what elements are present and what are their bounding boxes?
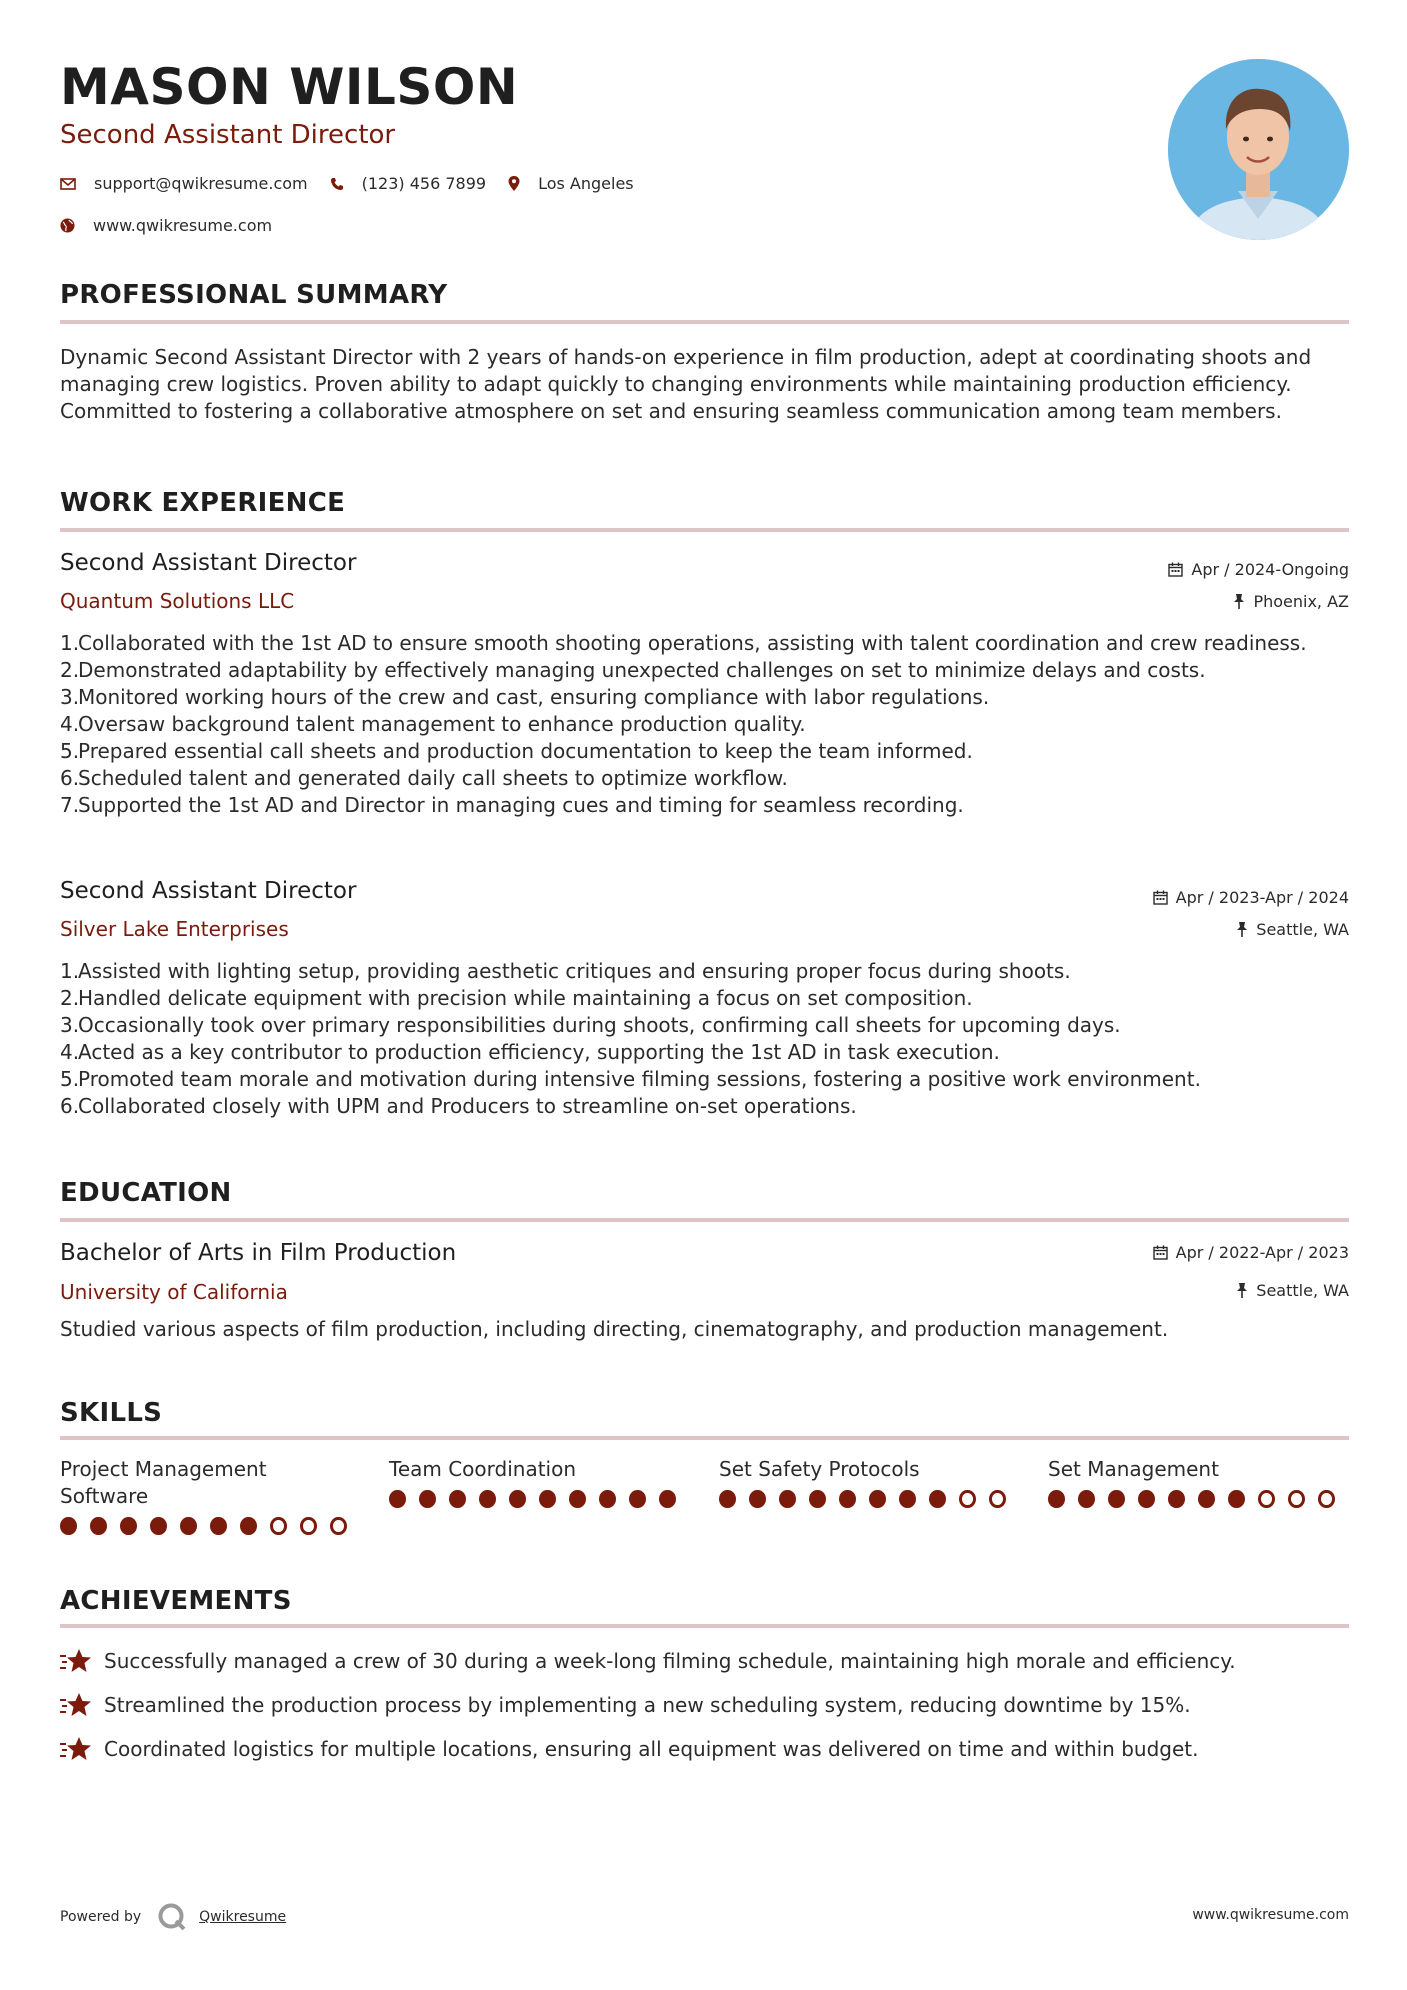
rating-dot-filled bbox=[779, 1490, 796, 1508]
achievements-divider bbox=[60, 1624, 1349, 1628]
summary-divider bbox=[60, 320, 1349, 324]
skill-item bbox=[1048, 1456, 1348, 1508]
profile-photo bbox=[1168, 59, 1349, 240]
rating-dot-filled bbox=[509, 1490, 526, 1508]
job-location-text: Phoenix, AZ bbox=[1253, 592, 1349, 611]
rating-dot-empty bbox=[270, 1517, 287, 1535]
candidate-name: MASON WILSON bbox=[60, 58, 519, 116]
job-dates-text: Apr / 2024-Ongoing bbox=[1191, 560, 1349, 579]
rating-dot-filled bbox=[240, 1517, 257, 1535]
contact-email[interactable] bbox=[60, 174, 308, 193]
rating-dot-empty bbox=[300, 1517, 317, 1535]
globe-icon bbox=[60, 218, 75, 233]
education-description: Studied various aspects of film production, including directing, cinematography, and production management. bbox=[60, 1317, 1169, 1341]
contact-row-primary bbox=[60, 174, 656, 193]
job-location bbox=[1233, 592, 1349, 611]
rating-dot-filled bbox=[899, 1490, 916, 1508]
rating-dot-filled bbox=[809, 1490, 826, 1508]
list-item: 3. Occasionally took over primary responsibilities during shoots, confirming call sheets for upcoming days. bbox=[60, 1013, 1121, 1037]
rating-dot-filled bbox=[479, 1490, 496, 1508]
job-responsibilities bbox=[60, 958, 1350, 1120]
skill-name: Set Management bbox=[1048, 1457, 1219, 1481]
rating-dot-filled bbox=[869, 1490, 886, 1508]
job-responsibilities bbox=[60, 630, 1350, 819]
rating-dot-filled bbox=[629, 1490, 646, 1508]
achievement-text: Streamlined the production process by implementing a new scheduling system, reducing downtime by 15%. bbox=[104, 1693, 1191, 1717]
pushpin-icon bbox=[1233, 594, 1245, 609]
job-title: Second Assistant Director bbox=[60, 878, 357, 904]
rating-dot-filled bbox=[1198, 1490, 1215, 1508]
skill-item bbox=[60, 1456, 360, 1535]
rating-dot-filled bbox=[1048, 1490, 1065, 1508]
skill-item bbox=[719, 1456, 1019, 1508]
rating-dot-filled bbox=[599, 1490, 616, 1508]
star-badge-icon bbox=[60, 1692, 92, 1718]
footer-powered-by bbox=[60, 1902, 286, 1932]
skills-divider bbox=[60, 1436, 1349, 1440]
rating-dot-filled bbox=[719, 1490, 736, 1508]
skill-rating bbox=[719, 1490, 1019, 1508]
job-title: Second Assistant Director bbox=[60, 550, 357, 576]
rating-dot-filled bbox=[929, 1490, 946, 1508]
rating-dot-filled bbox=[569, 1490, 586, 1508]
qwikresume-logo-icon bbox=[157, 1902, 187, 1932]
rating-dot-empty bbox=[1318, 1490, 1335, 1508]
experience-heading: WORK EXPERIENCE bbox=[60, 488, 346, 518]
job-dates-text: Apr / 2023-Apr / 2024 bbox=[1175, 888, 1349, 907]
achievements-heading: ACHIEVEMENTS bbox=[60, 1586, 292, 1616]
skill-rating bbox=[1048, 1490, 1348, 1508]
list-item: 1. Assisted with lighting setup, providing aesthetic critiques and ensuring proper focus during shoots. bbox=[60, 959, 1071, 983]
list-item: 5. Prepared essential call sheets and production documentation to keep the team informed. bbox=[60, 739, 973, 763]
job-dates bbox=[1153, 888, 1349, 907]
calendar-icon bbox=[1168, 562, 1183, 577]
list-item: 2. Demonstrated adaptability by effectively managing unexpected challenges on set to minimize delays and costs. bbox=[60, 658, 1206, 682]
star-badge-icon bbox=[60, 1648, 92, 1674]
job-company: Quantum Solutions LLC bbox=[60, 589, 295, 613]
list-item: 2. Handled delicate equipment with precision while maintaining a focus on set composition. bbox=[60, 986, 973, 1010]
rating-dot-filled bbox=[1228, 1490, 1245, 1508]
skills-heading: SKILLS bbox=[60, 1398, 163, 1428]
location-text: Los Angeles bbox=[538, 174, 634, 193]
job-location-text: Seattle, WA bbox=[1256, 920, 1349, 939]
contact-phone[interactable] bbox=[330, 174, 486, 193]
phone-icon bbox=[330, 177, 344, 191]
skill-item bbox=[389, 1456, 689, 1508]
rating-dot-filled bbox=[449, 1490, 466, 1508]
contact-website[interactable] bbox=[60, 216, 272, 235]
powered-by-label: Powered by bbox=[60, 1909, 142, 1925]
achievement-text: Successfully managed a crew of 30 during a week-long filming schedule, maintaining high morale and efficiency. bbox=[104, 1649, 1236, 1673]
pushpin-icon bbox=[1236, 922, 1248, 937]
phone-text: (123) 456 7899 bbox=[361, 174, 487, 193]
footer-url[interactable]: www.qwikresume.com bbox=[1192, 1907, 1349, 1923]
rating-dot-filled bbox=[749, 1490, 766, 1508]
rating-dot-filled bbox=[1138, 1490, 1155, 1508]
rating-dot-filled bbox=[210, 1517, 227, 1535]
education-location-text: Seattle, WA bbox=[1256, 1281, 1349, 1300]
education-dates bbox=[1153, 1243, 1349, 1262]
rating-dot-empty bbox=[1288, 1490, 1305, 1508]
education-divider bbox=[60, 1218, 1349, 1222]
rating-dot-filled bbox=[60, 1517, 77, 1535]
contact-location bbox=[508, 174, 634, 193]
list-item: 6. Scheduled talent and generated daily call sheets to optimize workflow. bbox=[60, 766, 788, 790]
list-item: 1. Collaborated with the 1st AD to ensure smooth shooting operations, assisting with talent coordination and crew readiness. bbox=[60, 631, 1307, 655]
degree-title: Bachelor of Arts in Film Production bbox=[60, 1240, 457, 1266]
pushpin-icon bbox=[1236, 1283, 1248, 1298]
rating-dot-filled bbox=[419, 1490, 436, 1508]
map-pin-icon bbox=[508, 176, 520, 191]
rating-dot-filled bbox=[120, 1517, 137, 1535]
list-item: 7. Supported the 1st AD and Director in managing cues and timing for seamless recording. bbox=[60, 793, 964, 817]
education-heading: EDUCATION bbox=[60, 1178, 232, 1208]
contact-row-secondary bbox=[60, 216, 294, 235]
rating-dot-filled bbox=[90, 1517, 107, 1535]
calendar-icon bbox=[1153, 890, 1168, 905]
rating-dot-filled bbox=[150, 1517, 167, 1535]
rating-dot-empty bbox=[989, 1490, 1006, 1508]
rating-dot-filled bbox=[1108, 1490, 1125, 1508]
rating-dot-filled bbox=[1168, 1490, 1185, 1508]
list-item: 4. Acted as a key contributor to production efficiency, supporting the 1st AD in task execution. bbox=[60, 1040, 1000, 1064]
qwikresume-link[interactable]: Qwikresume bbox=[199, 1909, 287, 1925]
rating-dot-filled bbox=[839, 1490, 856, 1508]
calendar-icon bbox=[1153, 1245, 1168, 1260]
school-name: University of California bbox=[60, 1280, 288, 1304]
summary-heading: PROFESSIONAL SUMMARY bbox=[60, 280, 448, 310]
skill-rating bbox=[60, 1517, 360, 1535]
candidate-role: Second Assistant Director bbox=[60, 120, 396, 150]
experience-divider bbox=[60, 528, 1349, 532]
skill-name: Project Management Software bbox=[60, 1457, 267, 1508]
skill-name: Set Safety Protocols bbox=[719, 1457, 920, 1481]
education-dates-text: Apr / 2022-Apr / 2023 bbox=[1175, 1243, 1349, 1262]
rating-dot-filled bbox=[659, 1490, 676, 1508]
list-item: 4. Oversaw background talent management to enhance production quality. bbox=[60, 712, 806, 736]
rating-dot-empty bbox=[959, 1490, 976, 1508]
list-item: 6. Collaborated closely with UPM and Producers to streamline on-set operations. bbox=[60, 1094, 857, 1118]
list-item: 3. Monitored working hours of the crew and cast, ensuring compliance with labor regulations. bbox=[60, 685, 990, 709]
website-text: www.qwikresume.com bbox=[93, 216, 273, 235]
achievement-text: Coordinated logistics for multiple locations, ensuring all equipment was delivered on time and within budget. bbox=[104, 1737, 1199, 1761]
rating-dot-empty bbox=[330, 1517, 347, 1535]
rating-dot-empty bbox=[1258, 1490, 1275, 1508]
email-text: support@qwikresume.com bbox=[94, 174, 308, 193]
avatar-illustration bbox=[1168, 59, 1349, 240]
summary-text: Dynamic Second Assistant Director with 2 years of hands-on experience in film production, adept at coordinating shoots and managing crew logistics. Proven ability to adapt quickly to changing environments while maintaining production efficiency. Committed to fostering a collaborative atmosphere on set and ensuring seamless communication among team members. bbox=[60, 345, 1312, 423]
job-company: Silver Lake Enterprises bbox=[60, 917, 289, 941]
job-location bbox=[1236, 920, 1349, 939]
rating-dot-filled bbox=[539, 1490, 556, 1508]
skill-rating bbox=[389, 1490, 689, 1508]
education-location bbox=[1236, 1281, 1349, 1300]
achievement-item bbox=[60, 1736, 1198, 1762]
rating-dot-filled bbox=[1078, 1490, 1095, 1508]
job-dates bbox=[1168, 560, 1349, 579]
rating-dot-filled bbox=[389, 1490, 406, 1508]
rating-dot-filled bbox=[180, 1517, 197, 1535]
envelope-icon bbox=[60, 178, 76, 190]
achievement-item bbox=[60, 1648, 1236, 1674]
star-badge-icon bbox=[60, 1736, 92, 1762]
list-item: 5. Promoted team morale and motivation during intensive filming sessions, fostering a positive work environment. bbox=[60, 1067, 1201, 1091]
skill-name: Team Coordination bbox=[389, 1457, 577, 1481]
achievement-item bbox=[60, 1692, 1191, 1718]
